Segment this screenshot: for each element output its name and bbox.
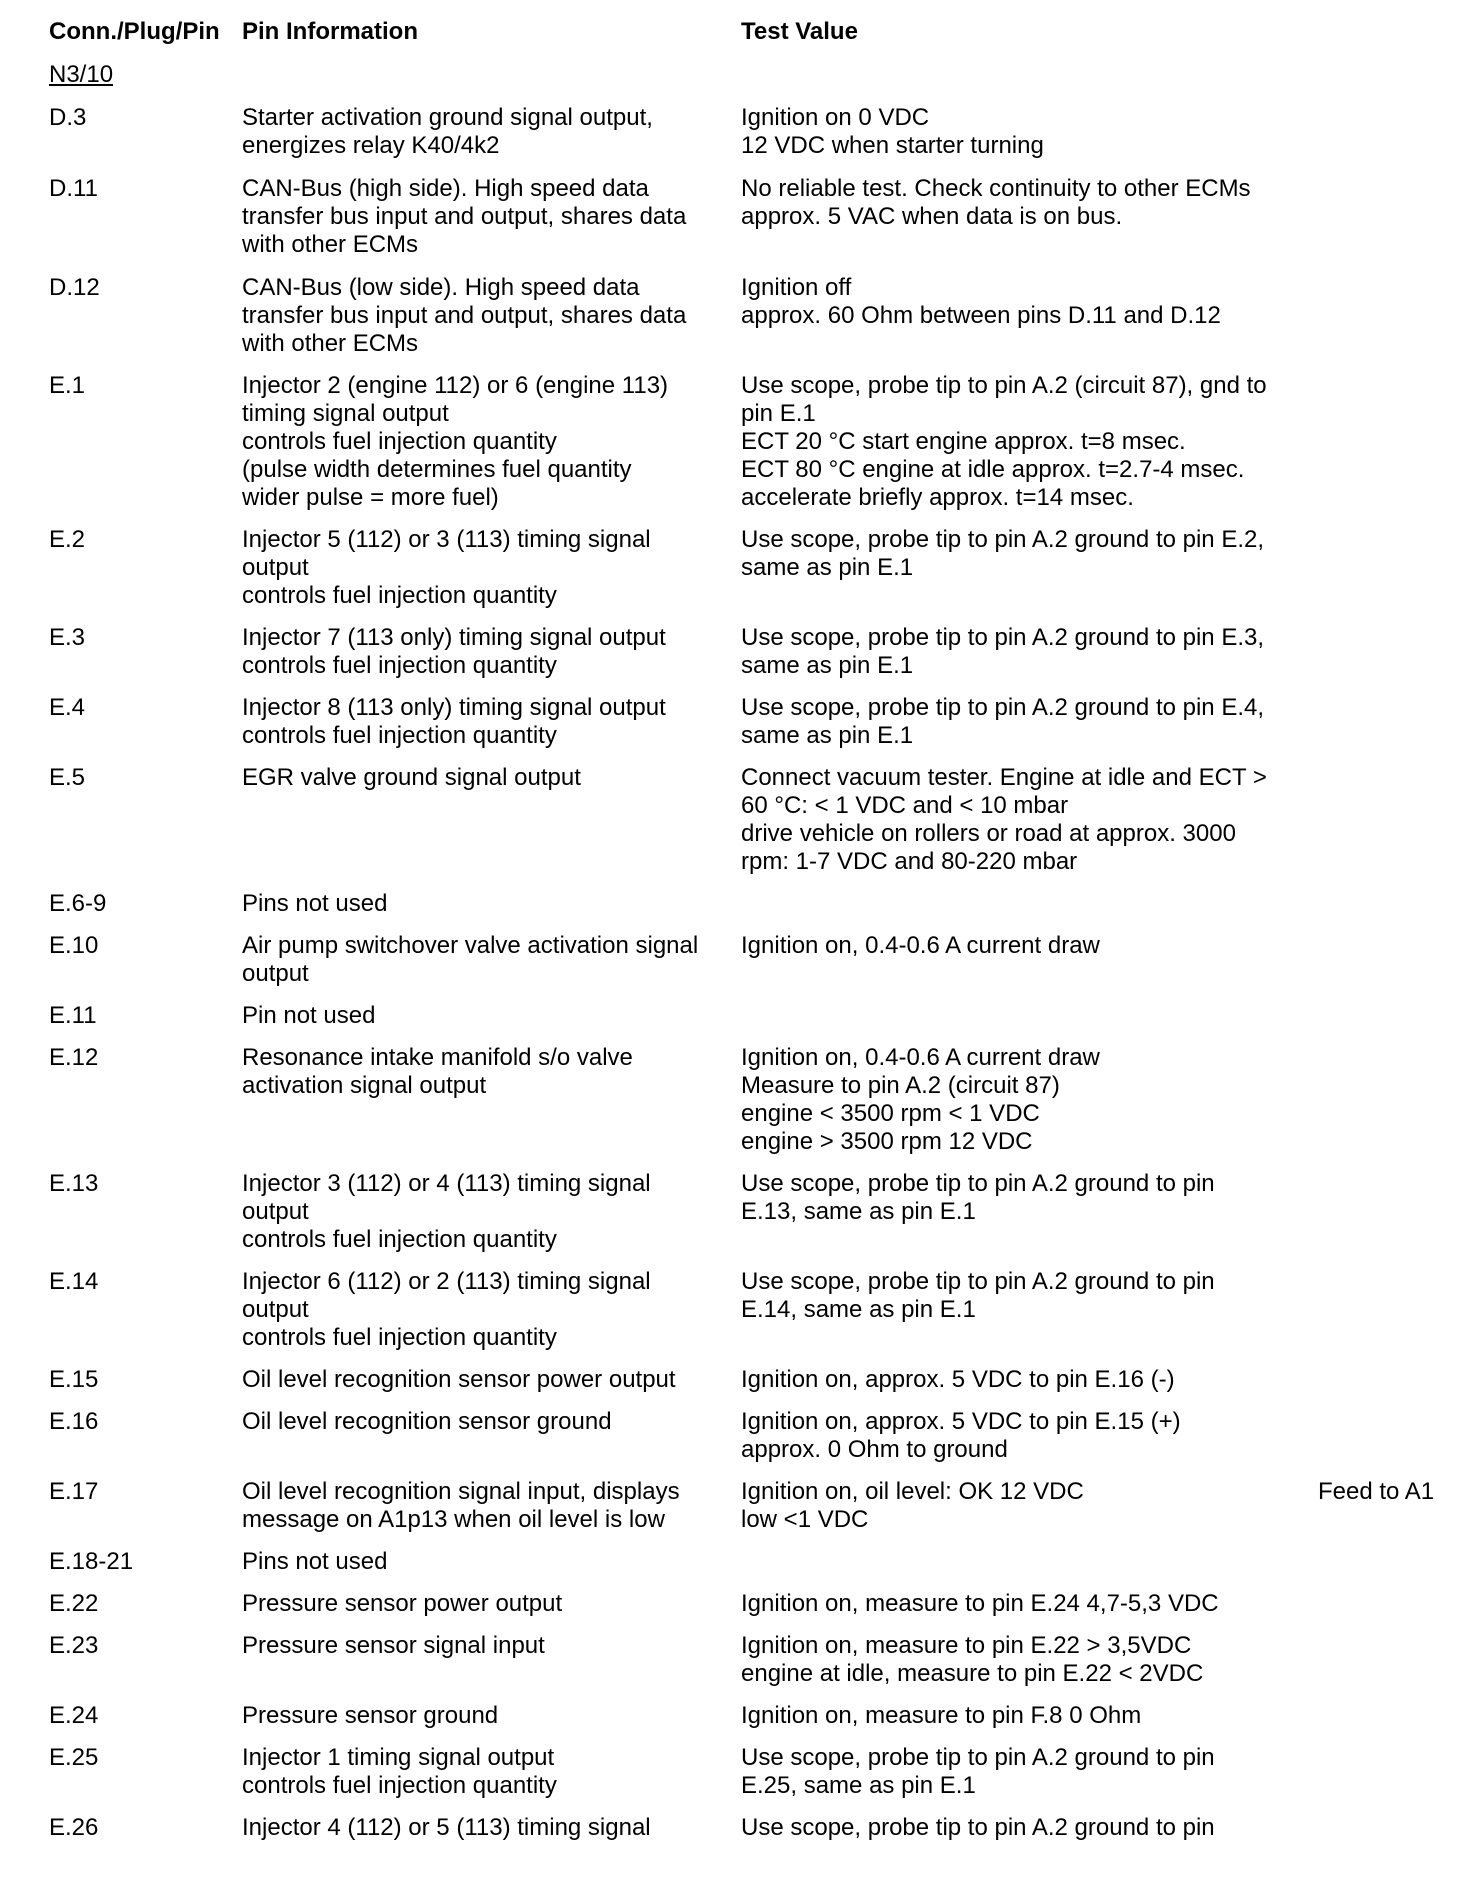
test-value-cell: Use scope, probe tip to pin A.2 ground to pin E.3, same as pin E.1 bbox=[741, 624, 1265, 679]
pin-information-cell: Pressure sensor power output bbox=[242, 1590, 563, 1617]
pin-cell: E.13 bbox=[49, 1170, 99, 1197]
pin-information-cell: Pressure sensor ground bbox=[242, 1702, 499, 1729]
pin-cell: E.2 bbox=[49, 526, 86, 553]
test-value-cell: Ignition on, approx. 5 VDC to pin E.15 (+) approx. 0 Ohm to ground bbox=[741, 1408, 1181, 1463]
pin-information-cell: Injector 6 (112) or 2 (113) timing signal output controls fuel injection quantity bbox=[242, 1268, 651, 1351]
pin-cell: E.1 bbox=[49, 372, 86, 399]
pin-cell: E.18-21 bbox=[49, 1548, 134, 1575]
test-value-cell: No reliable test. Check continuity to other ECMs approx. 5 VAC when data is on bus. bbox=[741, 175, 1251, 230]
pin-cell: E.17 bbox=[49, 1478, 99, 1505]
pin-information-cell: Oil level recognition sensor ground bbox=[242, 1408, 612, 1435]
note-cell: Feed to A1 bbox=[1318, 1478, 1435, 1505]
header-connector: Conn./Plug/Pin bbox=[49, 18, 220, 45]
pin-cell: D.3 bbox=[49, 104, 87, 131]
test-value-cell: Use scope, probe tip to pin A.2 (circuit 87), gnd to pin E.1 ECT 20 °C start engine approx. t=8 msec. ECT 80 °C engine at idle approx. t=2.7-4 msec. accelerate briefly approx. t=14 msec. bbox=[741, 372, 1267, 511]
pin-cell: E.15 bbox=[49, 1366, 99, 1393]
pin-information-cell: Injector 3 (112) or 4 (113) timing signal output controls fuel injection quantity bbox=[242, 1170, 651, 1253]
test-value-cell: Ignition on, measure to pin F.8 0 Ohm bbox=[741, 1702, 1142, 1729]
pin-information-cell: Injector 8 (113 only) timing signal output controls fuel injection quantity bbox=[242, 694, 666, 749]
pin-cell: E.3 bbox=[49, 624, 86, 651]
pin-cell: D.12 bbox=[49, 274, 100, 301]
pin-information-cell: Pin not used bbox=[242, 1002, 376, 1029]
test-value-cell: Ignition on, 0.4-0.6 A current draw Measure to pin A.2 (circuit 87) engine < 3500 rpm < 1 VDC engine > 3500 rpm 12 VDC bbox=[741, 1044, 1100, 1155]
pin-information-cell: Pressure sensor signal input bbox=[242, 1632, 545, 1659]
test-value-cell: Ignition on, oil level: OK 12 VDC low <1 VDC bbox=[741, 1478, 1084, 1533]
pin-information-cell: EGR valve ground signal output bbox=[242, 764, 581, 791]
test-value-cell: Use scope, probe tip to pin A.2 ground to pin bbox=[741, 1814, 1215, 1841]
pin-information-cell: Oil level recognition sensor power output bbox=[242, 1366, 676, 1393]
pin-information-cell: Injector 1 timing signal output controls fuel injection quantity bbox=[242, 1744, 557, 1799]
test-value-cell: Ignition on 0 VDC 12 VDC when starter turning bbox=[741, 104, 1044, 159]
pin-cell: E.25 bbox=[49, 1744, 99, 1771]
pin-cell: E.4 bbox=[49, 694, 86, 721]
pin-information-cell: Injector 4 (112) or 5 (113) timing signal bbox=[242, 1814, 651, 1841]
pin-cell: E.10 bbox=[49, 932, 99, 959]
pin-cell: E.6-9 bbox=[49, 890, 107, 917]
pin-cell: E.16 bbox=[49, 1408, 99, 1435]
pin-cell: E.26 bbox=[49, 1814, 99, 1841]
pin-information-cell: Pins not used bbox=[242, 1548, 388, 1575]
test-value-cell: Use scope, probe tip to pin A.2 ground to pin E.4, same as pin E.1 bbox=[741, 694, 1265, 749]
pin-cell: E.23 bbox=[49, 1632, 99, 1659]
pin-cell: E.5 bbox=[49, 764, 86, 791]
pin-cell: D.11 bbox=[49, 175, 98, 202]
pin-cell: E.14 bbox=[49, 1268, 99, 1295]
test-value-cell: Ignition on, 0.4-0.6 A current draw bbox=[741, 932, 1100, 959]
test-value-cell: Use scope, probe tip to pin A.2 ground to pin E.2, same as pin E.1 bbox=[741, 526, 1265, 581]
pin-information-cell: CAN-Bus (high side). High speed data transfer bus input and output, shares data with other ECMs bbox=[242, 175, 687, 258]
pin-information-cell: Injector 7 (113 only) timing signal output controls fuel injection quantity bbox=[242, 624, 666, 679]
pin-information-cell: Air pump switchover valve activation signal output bbox=[242, 932, 699, 987]
pin-information-cell: Pins not used bbox=[242, 890, 388, 917]
test-value-cell: Ignition off approx. 60 Ohm between pins D.11 and D.12 bbox=[741, 274, 1221, 329]
pin-cell: E.12 bbox=[49, 1044, 99, 1071]
test-value-cell: Use scope, probe tip to pin A.2 ground to pin E.13, same as pin E.1 bbox=[741, 1170, 1215, 1225]
test-value-cell: Connect vacuum tester. Engine at idle and ECT > 60 °C: < 1 VDC and < 10 mbar drive vehicle on rollers or road at approx. 3000 rpm: 1-7 VDC and 80-220 mbar bbox=[741, 764, 1267, 875]
pin-information-cell: Injector 5 (112) or 3 (113) timing signal output controls fuel injection quantity bbox=[242, 526, 651, 609]
test-value-cell: Use scope, probe tip to pin A.2 ground to pin E.25, same as pin E.1 bbox=[741, 1744, 1215, 1799]
pin-information-cell: Oil level recognition signal input, displays message on A1p13 when oil level is low bbox=[242, 1478, 680, 1533]
pin-cell: E.11 bbox=[49, 1002, 97, 1029]
pin-cell: E.22 bbox=[49, 1590, 99, 1617]
test-value-cell: Ignition on, approx. 5 VDC to pin E.16 (-) bbox=[741, 1366, 1175, 1393]
header-pin-information: Pin Information bbox=[242, 18, 418, 45]
pin-information-cell: Resonance intake manifold s/o valve activation signal output bbox=[242, 1044, 633, 1099]
header-test-value: Test Value bbox=[741, 18, 858, 45]
pin-information-cell: Injector 2 (engine 112) or 6 (engine 113) timing signal output controls fuel injection quantity (pulse width determines fuel quantity wider pulse = more fuel) bbox=[242, 372, 669, 511]
test-value-cell: Use scope, probe tip to pin A.2 ground to pin E.14, same as pin E.1 bbox=[741, 1268, 1215, 1323]
connector-group-label: N3/10 bbox=[49, 61, 114, 88]
pin-cell: E.24 bbox=[49, 1702, 99, 1729]
pin-information-cell: Starter activation ground signal output, energizes relay K40/4k2 bbox=[242, 104, 653, 159]
test-value-cell: Ignition on, measure to pin E.24 4,7-5,3 VDC bbox=[741, 1590, 1219, 1617]
pin-information-cell: CAN-Bus (low side). High speed data transfer bus input and output, shares data with other ECMs bbox=[242, 274, 687, 357]
test-value-cell: Ignition on, measure to pin E.22 > 3,5VDC engine at idle, measure to pin E.22 < 2VDC bbox=[741, 1632, 1204, 1687]
